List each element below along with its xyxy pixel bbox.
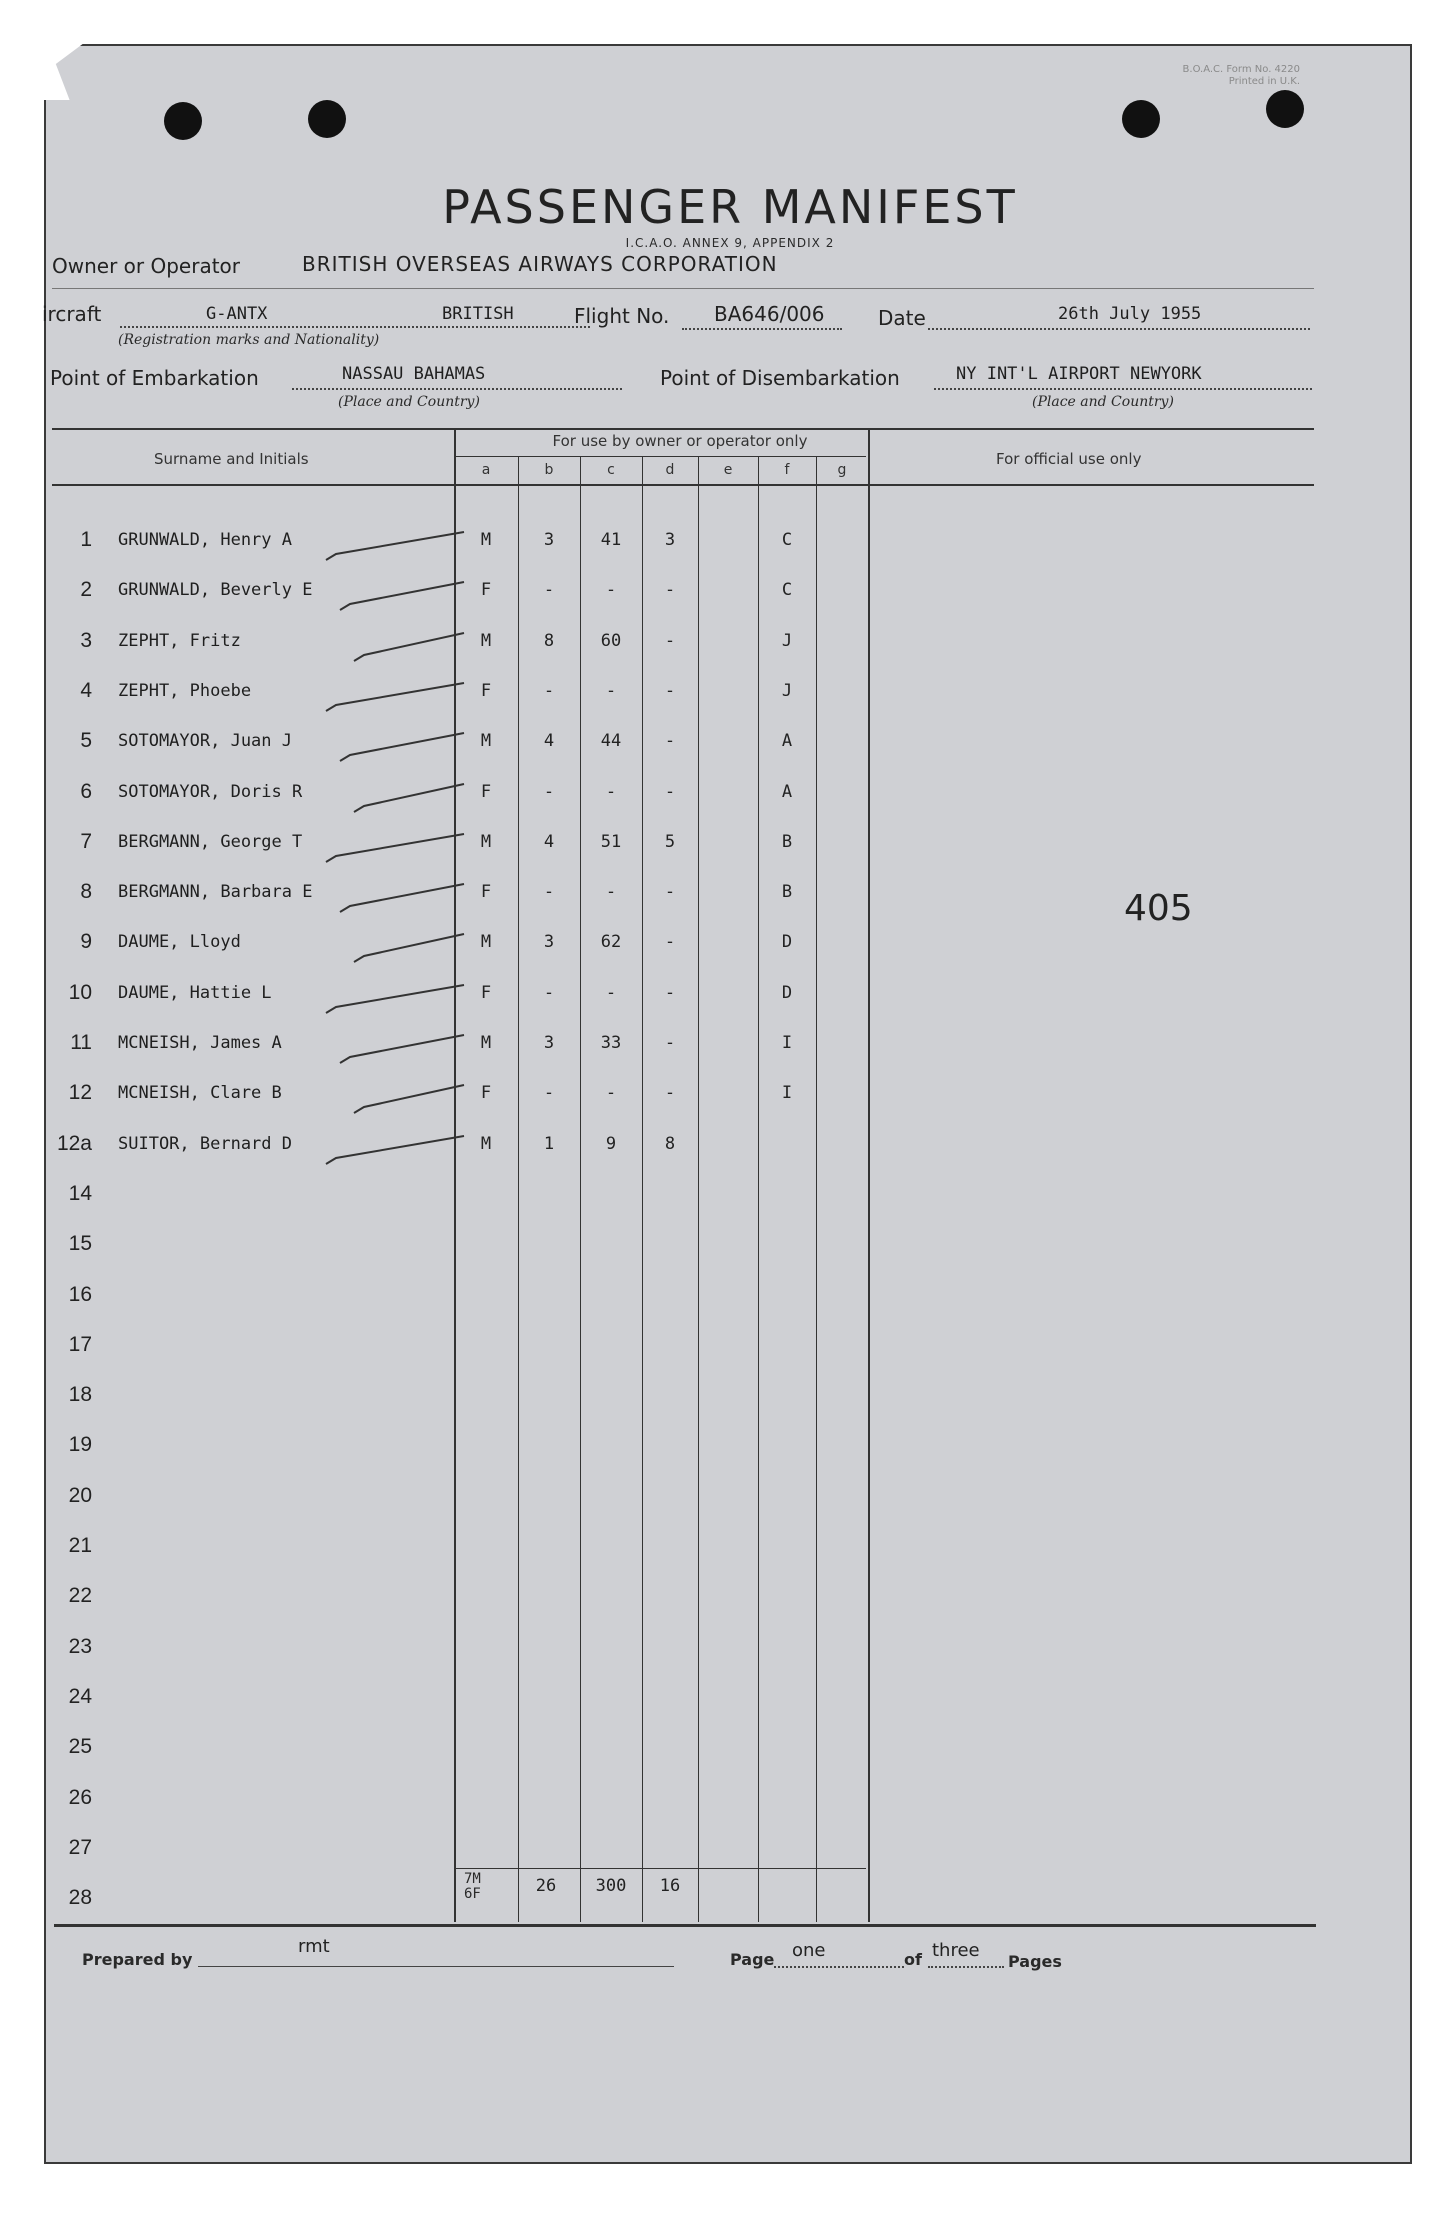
cell-d: - xyxy=(664,1033,676,1053)
cell-a: F xyxy=(480,681,492,701)
flight-number: BA646/006 xyxy=(714,302,825,326)
owner-label: Owner or Operator xyxy=(52,254,240,278)
prepared-label: Prepared by xyxy=(82,1950,193,1969)
row-number: 21 xyxy=(68,1534,92,1557)
check-mark xyxy=(340,884,464,912)
totals-a xyxy=(464,1872,481,1902)
passenger-name: BERGMANN, George T xyxy=(118,832,303,852)
passenger-name: DAUME, Hattie L xyxy=(118,983,272,1003)
passenger-name: SUITOR, Bernard D xyxy=(118,1134,292,1154)
cell-a: F xyxy=(480,580,492,600)
row-number: 25 xyxy=(68,1735,92,1758)
cell-b: 4 xyxy=(543,832,555,852)
column-header-c: c xyxy=(607,462,615,478)
column-header-b: b xyxy=(544,462,554,478)
row-number: 3 xyxy=(80,629,92,652)
row-number: 15 xyxy=(68,1232,92,1255)
passenger-name: ZEPHT, Phoebe xyxy=(118,681,252,701)
row-number: 16 xyxy=(68,1283,92,1306)
manifest-sheet xyxy=(44,44,1412,2164)
cell-a: M xyxy=(480,1033,492,1053)
passenger-name: GRUNWALD, Beverly E xyxy=(118,580,313,600)
check-mark xyxy=(326,1136,464,1164)
check-mark xyxy=(354,934,464,962)
embarkation-value: NASSAU BAHAMAS xyxy=(342,364,486,384)
of-dotline xyxy=(928,1966,1004,1968)
cell-d: - xyxy=(664,631,676,651)
column-header-d: d xyxy=(665,462,675,478)
check-mark xyxy=(340,1035,464,1063)
cell-c: - xyxy=(605,1083,617,1103)
date-label: Date xyxy=(878,306,926,330)
page-label: Page xyxy=(730,1950,775,1969)
cell-d: - xyxy=(664,681,676,701)
column-header-g: g xyxy=(837,462,847,478)
cell-a: M xyxy=(480,530,492,550)
row-number: 4 xyxy=(80,679,92,702)
cell-a: F xyxy=(480,882,492,902)
cell-b: - xyxy=(543,681,555,701)
page-value: one xyxy=(792,1940,826,1961)
cell-b: - xyxy=(543,782,555,802)
cell-b: 3 xyxy=(543,1033,555,1053)
cell-a: M xyxy=(480,631,492,651)
check-mark xyxy=(326,834,464,862)
cell-f: B xyxy=(781,882,793,902)
cell-c: 33 xyxy=(600,1033,622,1053)
column-header-f: f xyxy=(784,462,790,478)
cell-f: C xyxy=(781,580,793,600)
row-number: 10 xyxy=(68,981,92,1004)
row-number: 12a xyxy=(56,1132,92,1155)
of-value: three xyxy=(932,1940,980,1961)
totals-rule xyxy=(454,1868,866,1869)
passenger-name: MCNEISH, Clare B xyxy=(118,1083,282,1103)
row-number: 1 xyxy=(80,528,92,551)
passenger-name: DAUME, Lloyd xyxy=(118,932,241,952)
cell-a: M xyxy=(480,932,492,952)
cell-f: C xyxy=(781,530,793,550)
cell-f: I xyxy=(781,1033,793,1053)
cell-b: 1 xyxy=(543,1134,555,1154)
totals-d: 16 xyxy=(659,1876,681,1896)
official-use-header: For official use only xyxy=(996,450,1142,468)
check-mark xyxy=(354,1085,464,1113)
cell-b: 8 xyxy=(543,631,555,651)
cell-b: 3 xyxy=(543,932,555,952)
prepared-line xyxy=(198,1966,674,1967)
aircraft-nationality: BRITISH xyxy=(442,304,514,324)
check-mark xyxy=(340,582,464,610)
check-mark xyxy=(354,784,464,812)
cell-c: 9 xyxy=(605,1134,617,1154)
row-number: 26 xyxy=(68,1786,92,1809)
cell-b: - xyxy=(543,882,555,902)
check-mark xyxy=(340,733,464,761)
row-number: 6 xyxy=(80,780,92,803)
embarkation-label: Point of Embarkation xyxy=(50,366,259,390)
row-number: 5 xyxy=(80,729,92,752)
of-label: of xyxy=(904,1950,922,1969)
row-number: 9 xyxy=(80,930,92,953)
cell-d: - xyxy=(664,731,676,751)
table-bottom-rule xyxy=(54,1924,1316,1927)
totals-male: 7M xyxy=(464,1871,481,1887)
check-mark xyxy=(326,985,464,1013)
owner-use-header: For use by owner or operator only xyxy=(552,432,808,450)
cell-c: 62 xyxy=(600,932,622,952)
cell-f: I xyxy=(781,1083,793,1103)
cell-f: J xyxy=(781,631,793,651)
passenger-name: BERGMANN, Barbara E xyxy=(118,882,313,902)
row-number: 2 xyxy=(80,578,92,601)
row-number: 7 xyxy=(80,830,92,853)
cell-f: A xyxy=(781,782,793,802)
cell-a: F xyxy=(480,782,492,802)
cell-c: 44 xyxy=(600,731,622,751)
cell-a: M xyxy=(480,1134,492,1154)
cell-f: D xyxy=(781,983,793,1003)
row-number: 17 xyxy=(68,1333,92,1356)
cell-b: 4 xyxy=(543,731,555,751)
column-header-e: e xyxy=(723,462,733,478)
owner-value: BRITISH OVERSEAS AIRWAYS CORPORATION xyxy=(302,252,778,276)
cell-c: - xyxy=(605,882,617,902)
passenger-name: SOTOMAYOR, Doris R xyxy=(118,782,303,802)
column-header-a: a xyxy=(481,462,491,478)
cell-f: J xyxy=(781,681,793,701)
cell-f: A xyxy=(781,731,793,751)
cell-c: 41 xyxy=(600,530,622,550)
page-dotline xyxy=(774,1966,904,1968)
prepared-value: rmt xyxy=(298,1936,330,1957)
cell-c: - xyxy=(605,681,617,701)
row-number: 28 xyxy=(68,1886,92,1909)
cell-a: M xyxy=(480,731,492,751)
registration-caption: (Registration marks and Nationality) xyxy=(118,332,380,348)
page-subtitle: I.C.A.O. ANNEX 9, APPENDIX 2 xyxy=(625,236,835,250)
aircraft-registration: G-ANTX xyxy=(206,304,268,324)
date-value: 26th July 1955 xyxy=(1058,304,1202,324)
check-mark xyxy=(326,683,464,711)
passenger-name: GRUNWALD, Henry A xyxy=(118,530,292,550)
pages-label: Pages xyxy=(1008,1952,1062,1971)
flight-label: Flight No. xyxy=(574,304,670,328)
check-mark xyxy=(326,532,464,560)
cell-d: 8 xyxy=(664,1134,676,1154)
stamp-line: B.O.A.C. Form No. 4220 xyxy=(1182,64,1300,75)
cell-d: 5 xyxy=(664,832,676,852)
page-title: PASSENGER MANIFEST xyxy=(442,180,1018,234)
cell-d: - xyxy=(664,580,676,600)
row-number: 18 xyxy=(68,1383,92,1406)
cell-c: - xyxy=(605,983,617,1003)
cell-a: F xyxy=(480,1083,492,1103)
disembarkation-caption: (Place and Country) xyxy=(1032,394,1174,410)
row-number: 11 xyxy=(70,1031,92,1054)
cell-b: - xyxy=(543,983,555,1003)
totals-b: 26 xyxy=(535,1876,557,1896)
cell-c: 51 xyxy=(600,832,622,852)
cell-c: - xyxy=(605,782,617,802)
check-mark xyxy=(354,633,464,661)
cell-d: 3 xyxy=(664,530,676,550)
cell-d: - xyxy=(664,782,676,802)
official-note: 405 xyxy=(1124,888,1193,929)
cell-a: M xyxy=(480,832,492,852)
cell-a: F xyxy=(480,983,492,1003)
passenger-name: SOTOMAYOR, Juan J xyxy=(118,731,292,751)
row-number: 12 xyxy=(68,1081,92,1104)
totals-female: 6F xyxy=(464,1886,481,1902)
stamp-line: Printed in U.K. xyxy=(1228,76,1300,87)
passenger-name: MCNEISH, James A xyxy=(118,1033,282,1053)
disembarkation-value: NY INT'L AIRPORT NEWYORK xyxy=(956,364,1202,384)
row-number: 27 xyxy=(68,1836,92,1859)
row-number: 22 xyxy=(68,1584,92,1607)
cell-f: D xyxy=(781,932,793,952)
cell-d: - xyxy=(664,882,676,902)
row-number: 24 xyxy=(68,1685,92,1708)
surname-header: Surname and Initials xyxy=(154,450,309,468)
cell-b: - xyxy=(543,580,555,600)
cell-d: - xyxy=(664,932,676,952)
passenger-name: ZEPHT, Fritz xyxy=(118,631,241,651)
row-number: 19 xyxy=(68,1433,92,1456)
disembarkation-label: Point of Disembarkation xyxy=(660,366,900,390)
row-number: 23 xyxy=(68,1635,92,1658)
cell-d: - xyxy=(664,983,676,1003)
aircraft-label: ircraft xyxy=(42,302,102,326)
embarkation-caption: (Place and Country) xyxy=(338,394,480,410)
cell-c: - xyxy=(605,580,617,600)
cell-b: - xyxy=(543,1083,555,1103)
check-marks xyxy=(46,46,1414,1246)
cell-d: - xyxy=(664,1083,676,1103)
totals-c: 300 xyxy=(595,1876,627,1896)
row-number: 8 xyxy=(80,880,92,903)
row-number: 14 xyxy=(68,1182,92,1205)
cell-c: 60 xyxy=(600,631,622,651)
cell-f: B xyxy=(781,832,793,852)
cell-b: 3 xyxy=(543,530,555,550)
row-number: 20 xyxy=(68,1484,92,1507)
